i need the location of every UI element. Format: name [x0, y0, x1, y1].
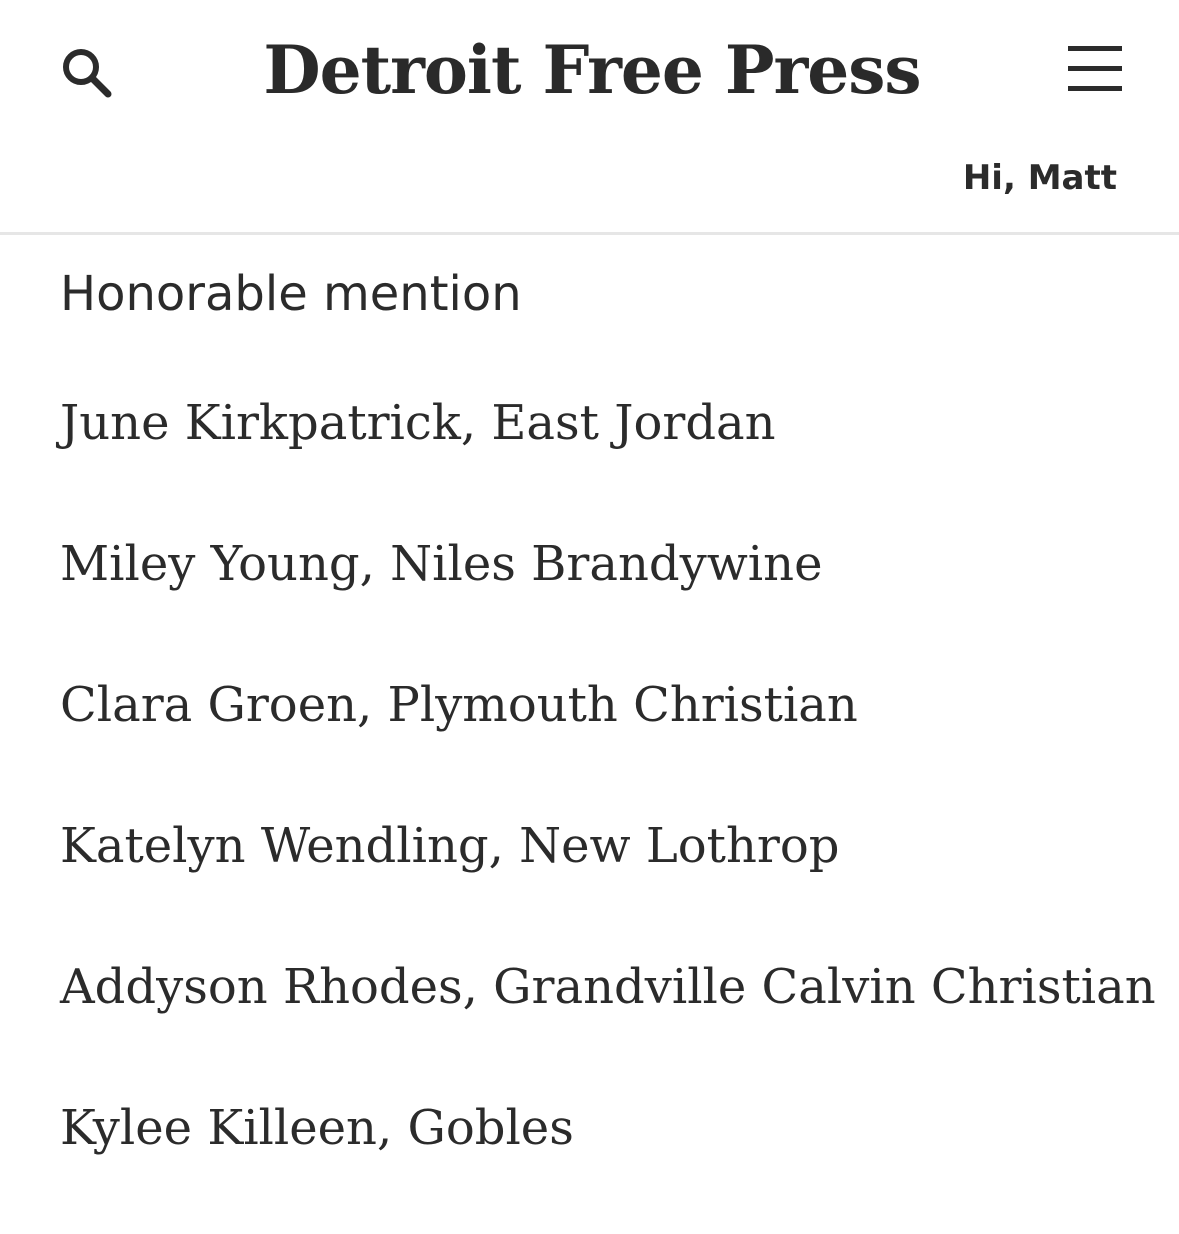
list-item: Kylee Killeen, Gobles: [60, 1100, 574, 1156]
list-item: Clara Groen, Plymouth Christian: [60, 677, 858, 733]
site-header: [0, 0, 1179, 235]
list-item: June Kirkpatrick, East Jordan: [60, 395, 776, 451]
list-item: Addyson Rhodes, Grandville Calvin Christian: [60, 959, 1156, 1015]
site-logo[interactable]: Detroit Free Press: [263, 31, 921, 109]
search-button[interactable]: [56, 42, 116, 102]
list-item: Katelyn Wendling, New Lothrop: [60, 818, 840, 874]
honorable-mention-list: [60, 388, 1156, 1234]
user-greeting[interactable]: Hi, Matt: [962, 158, 1117, 198]
list-item: Miley Young, Niles Brandywine: [60, 536, 823, 592]
section-heading: Honorable mention: [60, 266, 522, 322]
menu-button[interactable]: [1062, 40, 1128, 98]
search-icon: [56, 42, 116, 102]
